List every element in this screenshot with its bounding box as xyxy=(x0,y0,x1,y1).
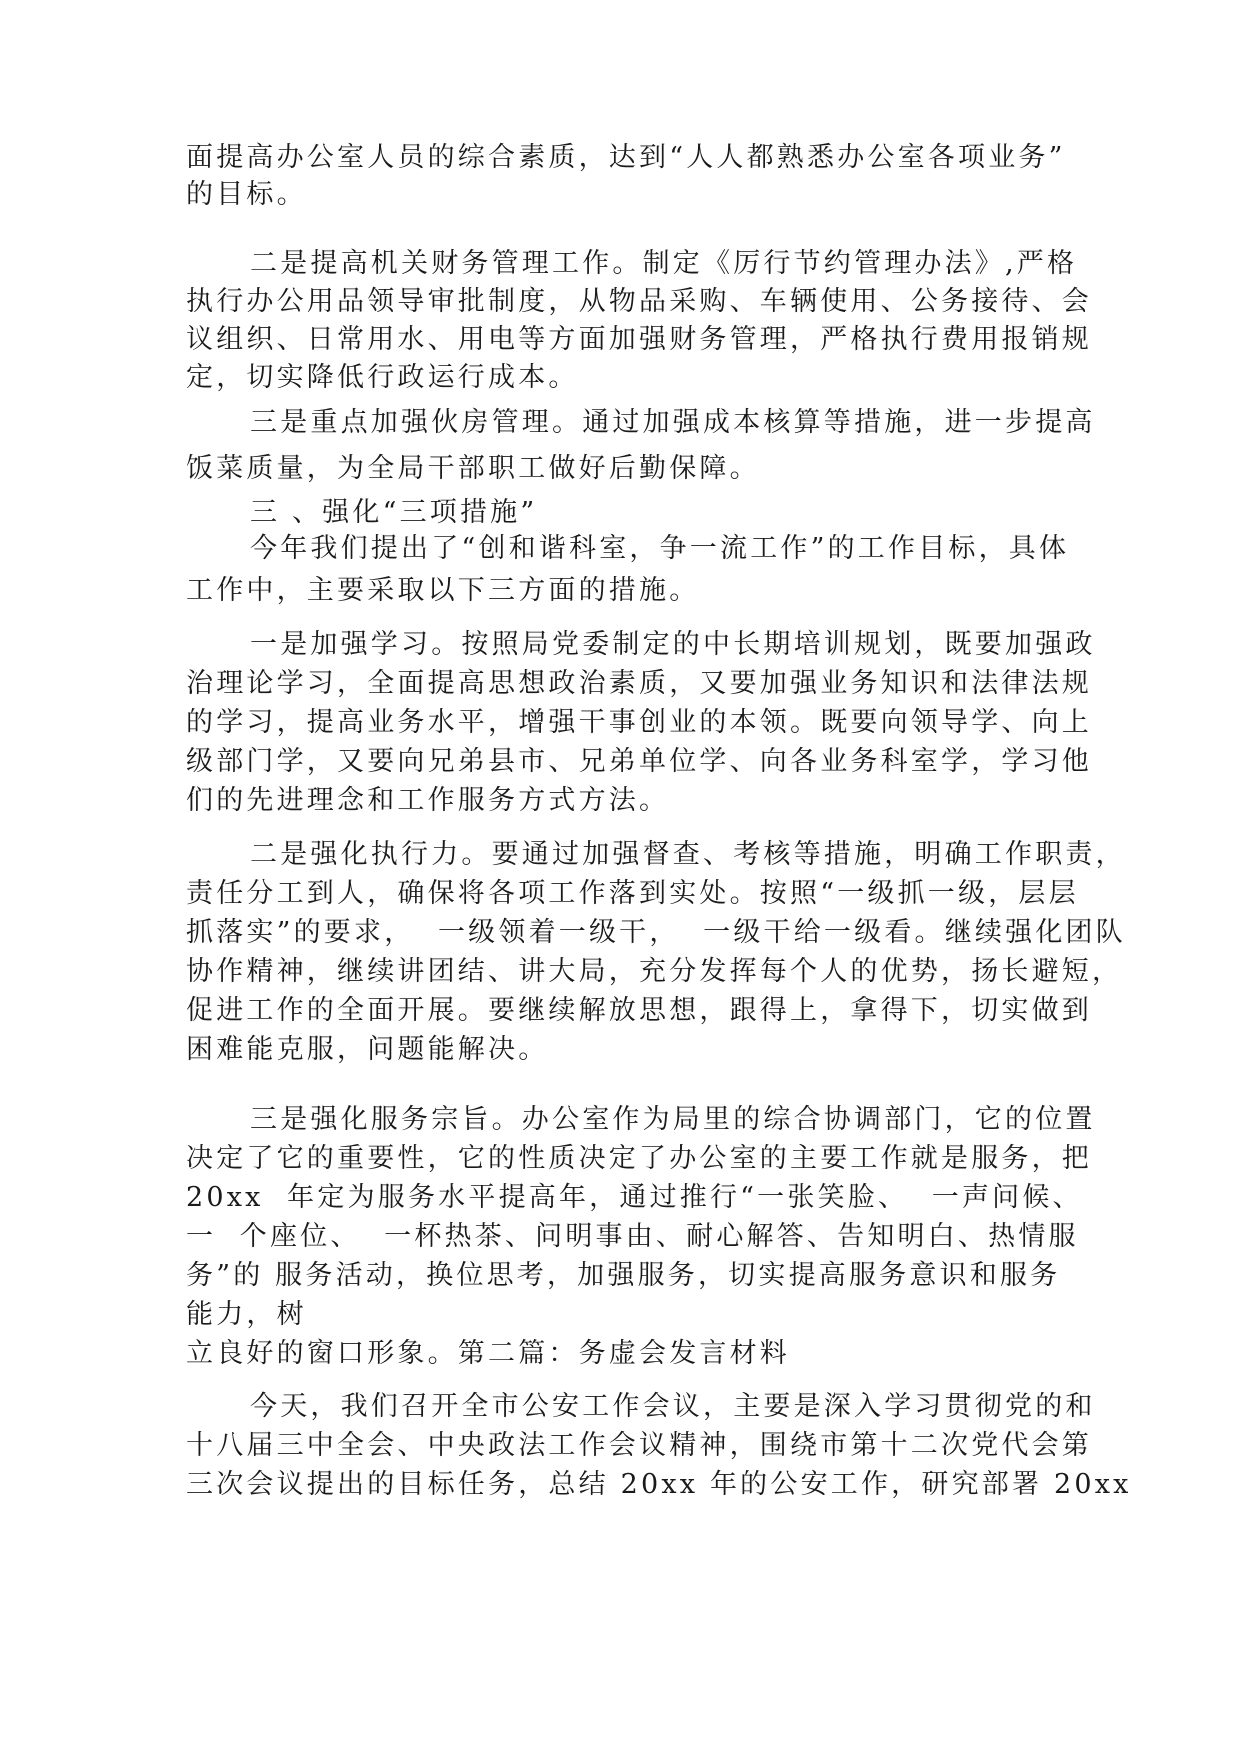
text-line: 能力，树 xyxy=(186,1299,307,1330)
text-line: 工作中，主要采取以下三方面的措施。 xyxy=(186,575,700,606)
paragraph-first-line: 三是重点加强伙房管理。通过加强成本核算等措施，进一步提高 xyxy=(250,407,1096,438)
text-line: 务”的 服务活动，换位思考，加强服务，切实提高服务意识和服务 xyxy=(186,1260,1061,1291)
paragraph-first-line: 三是强化服务宗旨。办公室作为局里的综合协调部门，它的位置 xyxy=(250,1104,1096,1135)
text-line: 的学习，提高业务水平，增强干事创业的本领。既要向领导学、向上 xyxy=(186,707,1092,738)
text-line: 面提高办公室人员的综合素质，达到“人人都熟悉办公室各项业务” xyxy=(186,142,1066,173)
section-heading: 三 、强化“三项措施” xyxy=(250,497,538,528)
text-line: 治理论学习，全面提高思想政治素质，又要加强业务知识和法律法规 xyxy=(186,668,1092,699)
text-line: 定，切实降低行政运行成本。 xyxy=(186,362,579,393)
text-line: 十八届三中全会、中央政法工作会议精神，围绕市第十二次党代会第 xyxy=(186,1430,1092,1461)
text-line: 责任分工到人，确保将各项工作落到实处。按照“一级抓一级，层层 xyxy=(186,878,1079,909)
text-line: 困难能克服，问题能解决。 xyxy=(186,1034,549,1065)
text-line: 三次会议提出的目标任务，总结 20xx 年的公安工作，研究部署 20xx xyxy=(186,1469,1132,1500)
text-line: 20xx 年定为服务水平提高年，通过推行“一张笑脸、 一声问候、 xyxy=(186,1182,1083,1213)
text-line: 一 个座位、 一杯热茶、问明事由、耐心解答、告知明白、热情服 xyxy=(186,1221,1079,1252)
paragraph-first-line: 一是加强学习。按照局党委制定的中长期培训规划，既要加强政 xyxy=(250,629,1096,660)
text-line: 的目标。 xyxy=(186,179,307,210)
text-line: 们的先进理念和工作服务方式方法。 xyxy=(186,785,670,816)
paragraph-first-line: 今天，我们召开全市公安工作会议，主要是深入学习贯彻党的和 xyxy=(250,1391,1096,1422)
text-line: 决定了它的重要性，它的性质决定了办公室的主要工作就是服务，把 xyxy=(186,1143,1092,1174)
text-line: 协作精神，继续讲团结、讲大局，充分发挥每个人的优势，扬长避短， xyxy=(186,956,1123,987)
text-line: 立良好的窗口形象。第二篇：务虚会发言材料 xyxy=(186,1338,790,1369)
text-line: 抓落实”的要求， 一级领着一级干， 一级干给一级看。继续强化团队 xyxy=(186,917,1126,948)
paragraph-first-line: 二是提高机关财务管理工作。制定《厉行节约管理办法》,严格 xyxy=(250,248,1078,279)
text-line: 议组织、日常用水、用电等方面加强财务管理，严格执行费用报销规 xyxy=(186,324,1092,355)
paragraph-first-line: 今年我们提出了“创和谐科室，争一流工作”的工作目标，具体 xyxy=(250,533,1070,564)
text-line: 饭菜质量，为全局干部职工做好后勤保障。 xyxy=(186,453,760,484)
text-line: 执行办公用品领导审批制度，从物品采购、车辆使用、公务接待、会 xyxy=(186,286,1092,317)
paragraph-first-line: 二是强化执行力。要通过加强督查、考核等措施，明确工作职责， xyxy=(250,839,1126,870)
text-line: 级部门学，又要向兄弟县市、兄弟单位学、向各业务科室学，学习他 xyxy=(186,746,1092,777)
text-line: 促进工作的全面开展。要继续解放思想，跟得上，拿得下，切实做到 xyxy=(186,995,1092,1026)
